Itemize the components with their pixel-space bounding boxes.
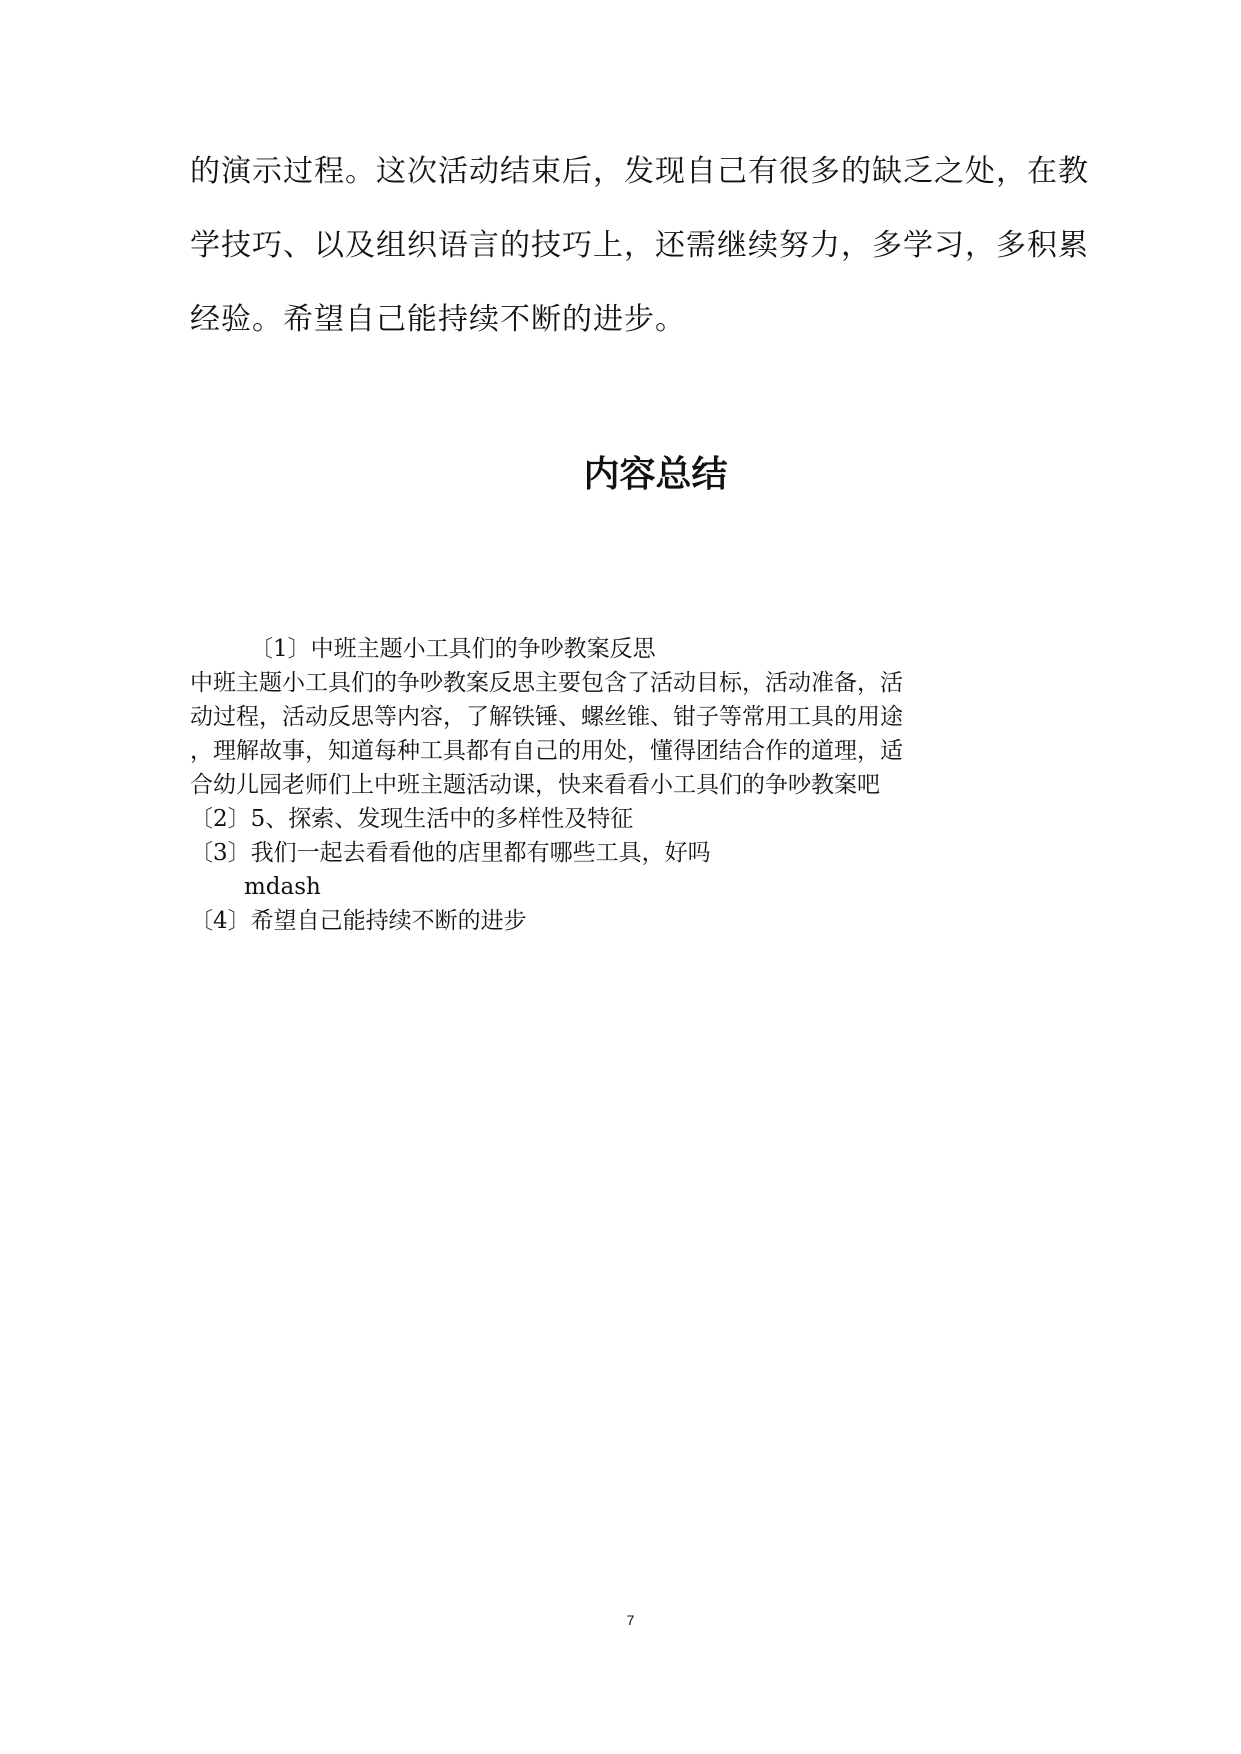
summary-title: 内容总结 (583, 454, 728, 495)
body-paragraph (190, 148, 1089, 370)
summary-mdash-line: mdash (244, 874, 321, 900)
summary-item-4: 〔4〕希望自己能持续不断的进步 (190, 908, 527, 934)
summary-item-2: 〔2〕5、探索、发现生活中的多样性及特征 (190, 806, 634, 832)
summary-text-line: 动过程，活动反思等内容，了解铁锤、螺丝锥、钳子等常用工具的用途 (190, 704, 903, 730)
body-line: 经验。希望自己能持续不断的进步。 (190, 302, 686, 337)
summary-block (190, 632, 1090, 938)
summary-item-3: 〔3〕我们一起去看看他的店里都有哪些工具，好吗 (190, 840, 711, 866)
summary-item-1: 〔1〕中班主题小工具们的争吵教案反思 (250, 636, 656, 662)
page-number: 7 (626, 1612, 635, 1628)
summary-text-line: 中班主题小工具们的争吵教案反思主要包含了活动目标，活动准备，活 (190, 670, 903, 696)
body-line: 的演示过程。这次活动结束后，发现自己有很多的缺乏之处，在教 (190, 154, 1089, 189)
summary-text-line: 合幼儿园老师们上中班主题活动课，快来看看小工具们的争吵教案吧 (190, 772, 880, 798)
summary-text-line: ，理解故事，知道每种工具都有自己的用处，懂得团结合作的道理，适 (190, 738, 903, 764)
body-line: 学技巧、以及组织语言的技巧上，还需继续努力，多学习，多积累 (190, 228, 1089, 263)
